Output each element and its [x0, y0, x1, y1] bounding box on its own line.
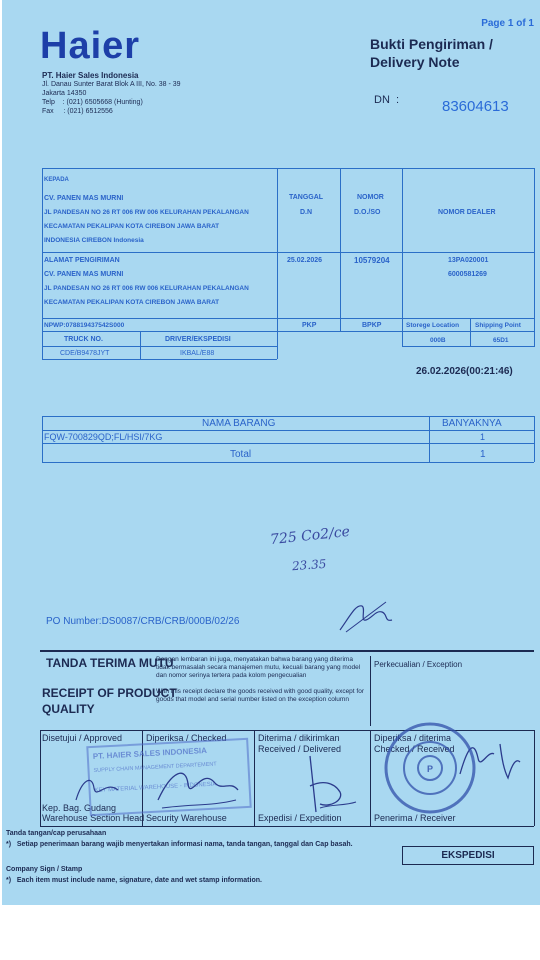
delivery-note-sheet — [2, 0, 540, 905]
recipient-address-3: INDONESIA CIREBON Indonesia — [44, 237, 144, 244]
doc-title-1: Bukti Pengiriman / — [370, 36, 493, 52]
receipt-title-en-1: RECEIPT OF PRODUCT — [42, 686, 177, 700]
handwritten-signature-mark — [336, 596, 396, 636]
dealer-value-2: 6000581269 — [448, 271, 487, 278]
tanggal-value: 25.02.2026 — [287, 257, 323, 264]
haier-logo: Haier — [40, 25, 141, 67]
truck-value: CDE/B9478JYT — [60, 350, 110, 357]
dealer-label: NOMOR DEALER — [438, 209, 496, 216]
item-row-name: FQW-700829QD;FL/HSI/7KG — [44, 432, 163, 442]
footer-line-1: Tanda tangan/cap perusahaan — [6, 830, 107, 837]
approved-label: Disetujui / Approved — [42, 733, 123, 743]
nomor-label: NOMOR — [357, 194, 384, 201]
ekspedisi-label: EKSPEDISI — [441, 850, 495, 861]
company-name: PT. Haier Sales Indonesia — [42, 71, 139, 80]
storage-location-value: 000B — [430, 337, 446, 344]
checked-received-label: Diperiksa / diterima Checked / Received — [374, 733, 455, 754]
warehouse-section-head: Warehouse Section Head — [42, 813, 145, 823]
po-number: PO Number:DS0087/CRB/CRB/000B/02/26 — [46, 616, 240, 627]
company-address-2: Jakarta 14350 — [42, 90, 87, 97]
shipping-address-label: ALAMAT PENGIRIMAN — [44, 257, 120, 264]
shipping-address-1: JL PANDESAN NO 26 RT 006 RW 006 KELURAHAN PEKALANGAN — [44, 285, 249, 292]
security-warehouse: Security Warehouse — [146, 813, 227, 823]
item-row-qty: 1 — [480, 432, 486, 442]
cv-company-stamp — [382, 720, 478, 816]
bpkp-label: BPKP — [362, 322, 382, 329]
svg-text:P: P — [426, 764, 434, 774]
pkp-label: PKP — [302, 322, 317, 329]
item-name-header: NAMA BARANG — [202, 418, 276, 429]
signature-security — [152, 760, 242, 815]
recipient-address-1: JL PANDESAN NO 26 RT 006 RW 006 KELURAHAN PEKALANGAN — [44, 209, 249, 216]
shipping-point-value: 65D1 — [493, 337, 509, 344]
handwritten-note-1: 725 Co2/ce — [269, 523, 351, 549]
dn-number: 83604613 — [442, 98, 509, 115]
company-telp: Telp : (021) 6505668 (Hunting) — [42, 99, 143, 106]
total-label: Total — [230, 449, 252, 460]
recipient-address-2: KECAMATAN PEKALIPAN KOTA CIREBON JAWA BARAT — [44, 223, 220, 230]
item-qty-header: BANYAKNYA — [442, 418, 502, 429]
receipt-title-id: TANDA TERIMA MUTU — [46, 656, 174, 670]
company-address-1: Jl. Danau Sunter Barat Blok A III, No. 38 - 39 — [42, 81, 181, 88]
driver-value: IKBAL/E88 — [180, 350, 215, 357]
page-number: Page 1 of 1 — [481, 18, 534, 29]
signature-expedition — [290, 752, 360, 818]
footer-line-2: *) Setiap penerimaan barang wajib menyertakan informasi nama, tanda tangan, tanggal dan Cap basah. — [6, 841, 353, 848]
receipt-top-rule — [40, 650, 534, 652]
delivered-label: Diterima / dikirimkan Received / Delivered — [258, 733, 342, 754]
footer-line-3: Company Sign / Stamp — [6, 866, 83, 873]
company-fax: Fax : (021) 6512556 — [42, 108, 113, 115]
kepada-label: KEPADA — [44, 177, 69, 183]
recipient-name: CV. PANEN MAS MURNI — [44, 195, 124, 202]
shipping-point-label: Shipping Point — [475, 322, 521, 329]
receipt-text-en: With this receipt declare the goods received with good quality, except for goods that model and serial number listed on the exception column — [156, 688, 364, 703]
receipt-title-en-2: QUALITY — [42, 702, 95, 716]
doc-title-2: Delivery Note — [370, 54, 460, 70]
checked-label: Diperiksa / Checked — [146, 733, 227, 743]
kep-bag-gudang: Kep. Bag. Gudang — [42, 803, 117, 813]
tanggal-sub: D.N — [300, 209, 313, 216]
haier-stamp-line-2: SUPPLY CHAIN MANAGEMENT DEPARTEMENT — [93, 761, 217, 774]
ekspedisi-box — [402, 846, 534, 865]
receipt-text-id: Dengan lembaran ini juga, menyatakan bahwa barang yang diterima tidak bermasalah secara manajemen mutu, kecuali barang yang model dan nomor serinya tertera pada kolom pengecualian — [156, 656, 361, 679]
haier-stamp-line-1: PT. HAIER SALES INDONESIA — [92, 745, 208, 761]
total-value: 1 — [480, 449, 486, 460]
receiver-label: Penerima / Receiver — [374, 813, 456, 823]
storage-location-label: Storege Location — [406, 322, 460, 329]
nomor-sub: D.O./SO — [354, 209, 381, 216]
driver-label: DRIVER/EKSPEDISI — [165, 336, 231, 343]
npwp: NPWP:078819437542S000 — [44, 322, 125, 329]
truck-label: TRUCK NO. — [64, 336, 103, 343]
haier-stamp-line-3: KEY MATERIAL WAREHOUSE - INDONESIA — [94, 781, 217, 794]
footer-line-4: *) Each item must include name, signature, date and wet stamp information. — [6, 877, 262, 884]
shipping-address-2: KECAMATAN PEKALIPAN KOTA CIREBON JAWA BARAT — [44, 299, 220, 306]
nomor-value: 10579204 — [354, 256, 390, 265]
tanggal-label: TANGGAL — [289, 194, 324, 201]
dn-label: DN : — [374, 94, 400, 106]
shipping-name: CV. PANEN MAS MURNI — [44, 271, 124, 278]
signature-approved — [72, 770, 122, 810]
expedition-label: Expedisi / Expedition — [258, 813, 342, 823]
handwritten-note-2: 23.35 — [291, 556, 327, 574]
exception-label: Perkecualian / Exception — [374, 660, 463, 669]
printed-timestamp: 26.02.2026(00:21:46) — [416, 366, 513, 377]
dealer-value-1: 13PA020001 — [448, 257, 489, 264]
